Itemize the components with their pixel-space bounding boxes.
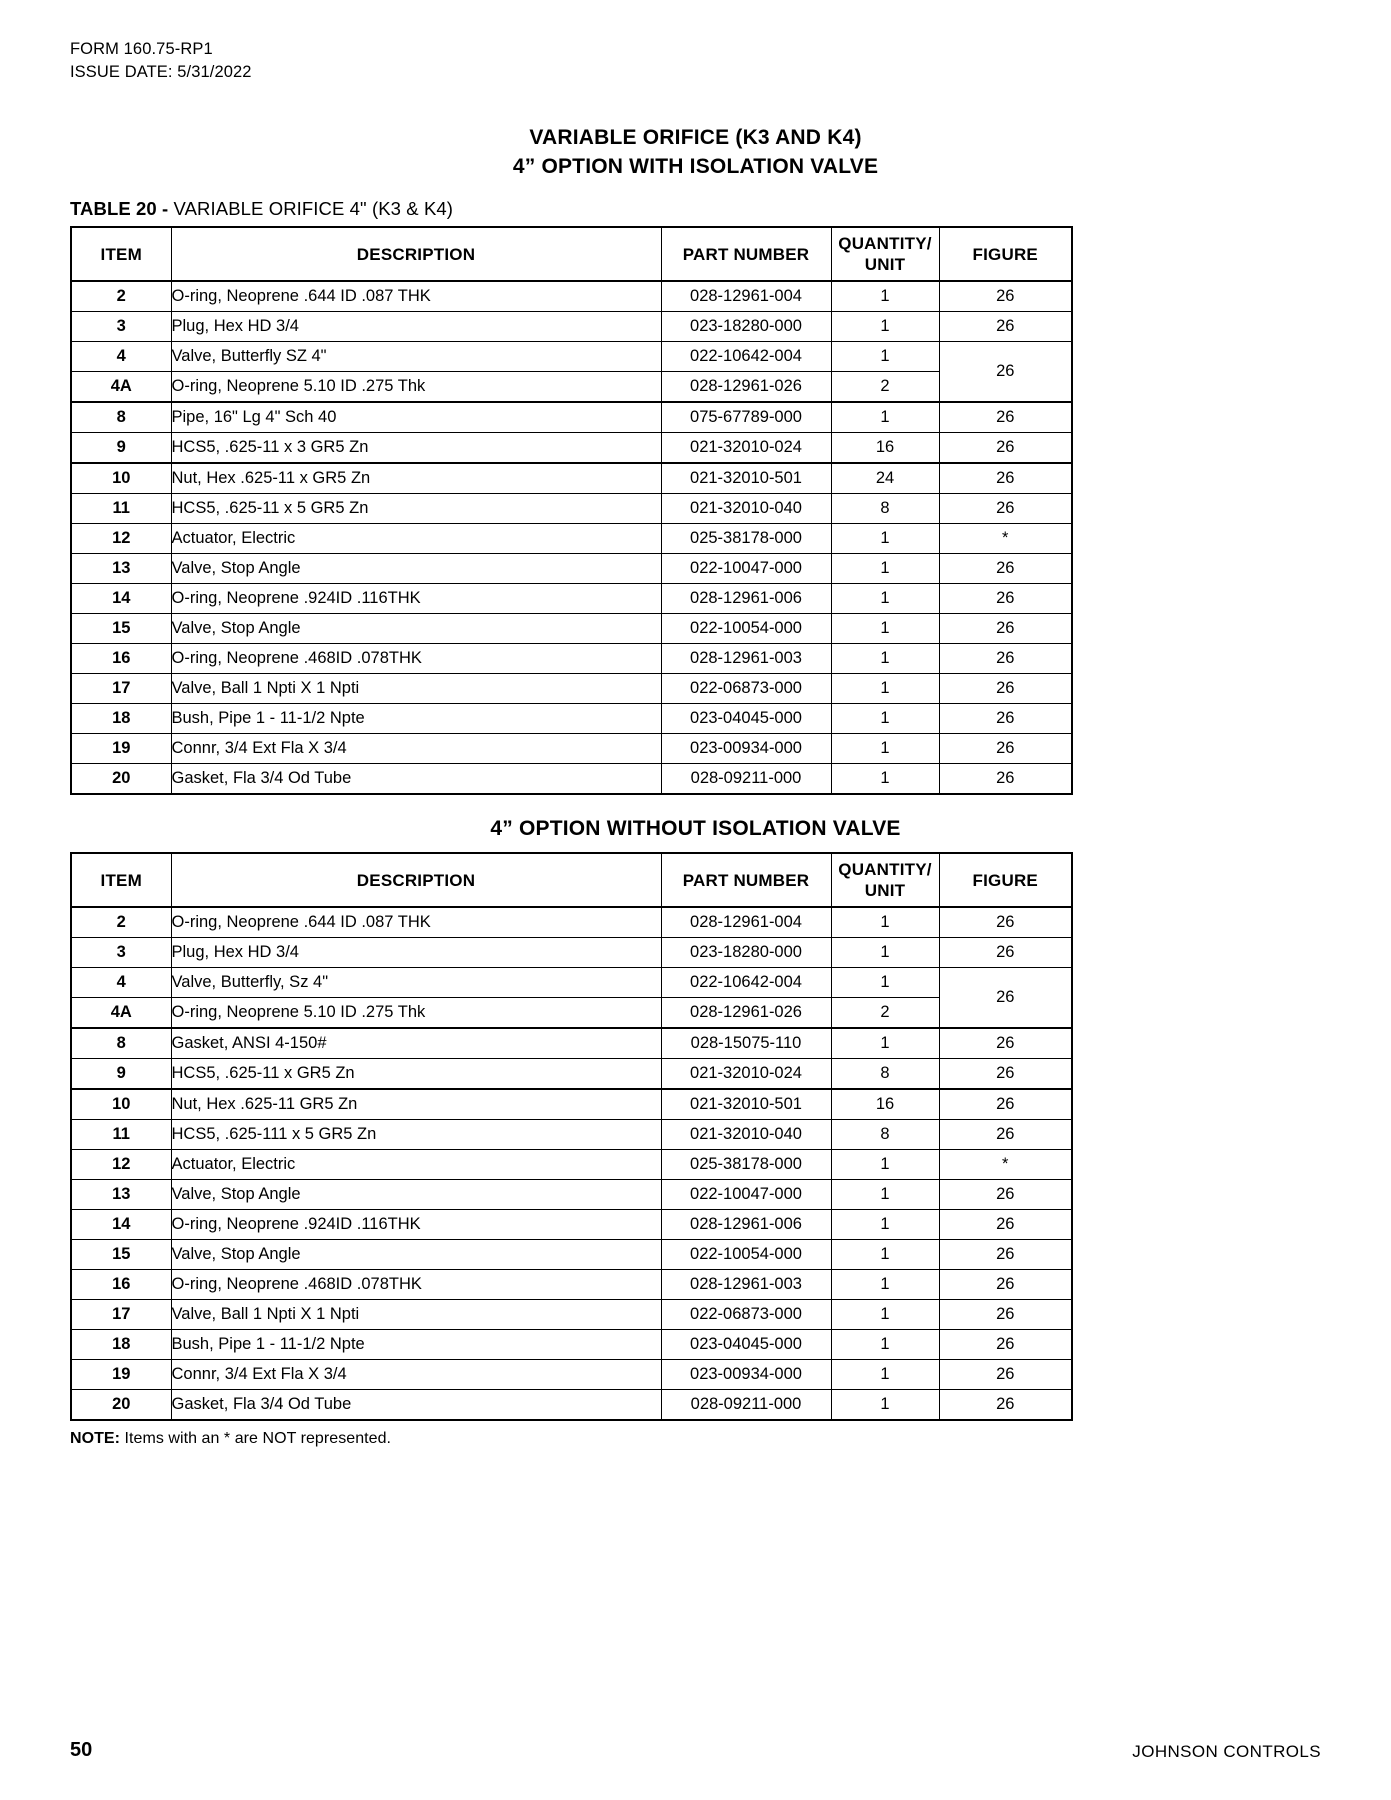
- cell-quantity: 1: [831, 1180, 939, 1210]
- table-row: [71, 614, 1072, 644]
- cell-description: O-ring, Neoprene .644 ID .087 THK: [171, 281, 661, 312]
- cell-figure: *: [939, 524, 1072, 554]
- cell-item: 11: [71, 1120, 171, 1150]
- cell-figure: 26: [939, 463, 1072, 494]
- cell-quantity: 8: [831, 1059, 939, 1090]
- cell-item: 10: [71, 463, 171, 494]
- column-header-part-number: PART NUMBER: [661, 227, 831, 281]
- table-row: [71, 402, 1072, 433]
- cell-description: Plug, Hex HD 3/4: [171, 938, 661, 968]
- cell-figure: 26: [939, 554, 1072, 584]
- cell-part-number: 021-32010-040: [661, 1120, 831, 1150]
- cell-description: Gasket, Fla 3/4 Od Tube: [171, 764, 661, 795]
- table-row: [71, 1150, 1072, 1180]
- cell-part-number: 028-12961-003: [661, 644, 831, 674]
- cell-item: 10: [71, 1089, 171, 1120]
- cell-description: Plug, Hex HD 3/4: [171, 312, 661, 342]
- cell-quantity: 16: [831, 433, 939, 464]
- cell-item: 4: [71, 968, 171, 998]
- cell-description: O-ring, Neoprene .468ID .078THK: [171, 1270, 661, 1300]
- cell-item: 16: [71, 1270, 171, 1300]
- cell-item: 4A: [71, 998, 171, 1029]
- cell-description: Valve, Ball 1 Npti X 1 Npti: [171, 674, 661, 704]
- cell-quantity: 1: [831, 312, 939, 342]
- table-row: [71, 1120, 1072, 1150]
- cell-item: 18: [71, 1330, 171, 1360]
- note-label: NOTE:: [70, 1430, 121, 1448]
- cell-item: 3: [71, 312, 171, 342]
- column-header-figure: FIGURE: [939, 853, 1072, 907]
- cell-part-number: 023-04045-000: [661, 704, 831, 734]
- cell-part-number: 023-00934-000: [661, 734, 831, 764]
- column-header-figure: FIGURE: [939, 227, 1072, 281]
- cell-figure: 26: [939, 584, 1072, 614]
- cell-quantity: 2: [831, 372, 939, 403]
- cell-part-number: 021-32010-024: [661, 1059, 831, 1090]
- cell-quantity: 8: [831, 494, 939, 524]
- table-row: [71, 372, 1072, 403]
- cell-part-number: 028-12961-006: [661, 1210, 831, 1240]
- cell-quantity: 1: [831, 968, 939, 998]
- cell-description: Valve, Butterfly, Sz 4": [171, 968, 661, 998]
- cell-item: 9: [71, 433, 171, 464]
- table-row: [71, 1330, 1072, 1360]
- section-title-without-isolation-valve: 4” OPTION WITHOUT ISOLATION VALVE: [490, 817, 901, 841]
- cell-quantity: 1: [831, 342, 939, 372]
- table-row: [71, 281, 1072, 312]
- cell-item: 12: [71, 1150, 171, 1180]
- column-header-quantity-unit: [831, 227, 939, 281]
- cell-description: Actuator, Electric: [171, 524, 661, 554]
- cell-figure: 26: [939, 1360, 1072, 1390]
- cell-description: Actuator, Electric: [171, 1150, 661, 1180]
- cell-description: Valve, Stop Angle: [171, 554, 661, 584]
- cell-figure: 26: [939, 644, 1072, 674]
- cell-part-number: 028-12961-004: [661, 281, 831, 312]
- table-row: [71, 704, 1072, 734]
- document-header: [70, 38, 1321, 84]
- parts-table-without-isolation-valve: [70, 852, 1073, 1421]
- cell-figure: 26: [939, 1180, 1072, 1210]
- cell-figure: 26: [939, 1240, 1072, 1270]
- cell-item: 4A: [71, 372, 171, 403]
- cell-item: 15: [71, 614, 171, 644]
- cell-description: Bush, Pipe 1 - 11-1/2 Npte: [171, 704, 661, 734]
- cell-part-number: 028-12961-006: [661, 584, 831, 614]
- column-header-quantity-line-1: QUANTITY/: [838, 233, 932, 253]
- table-row: [71, 463, 1072, 494]
- cell-part-number: 022-10054-000: [661, 614, 831, 644]
- cell-part-number: 028-09211-000: [661, 1390, 831, 1421]
- table-row: [71, 938, 1072, 968]
- cell-item: 12: [71, 524, 171, 554]
- table-row: [71, 1390, 1072, 1421]
- cell-quantity: 1: [831, 907, 939, 938]
- cell-item: 11: [71, 494, 171, 524]
- cell-description: O-ring, Neoprene .924ID .116THK: [171, 1210, 661, 1240]
- table-row: [71, 1028, 1072, 1059]
- column-header-quantity-line-2: UNIT: [864, 255, 906, 275]
- cell-quantity: 1: [831, 1240, 939, 1270]
- cell-item: 15: [71, 1240, 171, 1270]
- cell-part-number: 021-32010-501: [661, 463, 831, 494]
- cell-item: 14: [71, 584, 171, 614]
- cell-part-number: 022-10642-004: [661, 342, 831, 372]
- cell-part-number: 028-12961-026: [661, 372, 831, 403]
- cell-description: HCS5, .625-11 x 5 GR5 Zn: [171, 494, 661, 524]
- cell-figure: 26: [939, 494, 1072, 524]
- cell-item: 2: [71, 281, 171, 312]
- form-number: FORM 160.75-RP1: [70, 40, 213, 58]
- column-header-quantity-line-2: UNIT: [864, 881, 906, 901]
- cell-item: 13: [71, 554, 171, 584]
- column-header-description: DESCRIPTION: [171, 853, 661, 907]
- cell-figure: 26: [939, 1089, 1072, 1120]
- cell-quantity: 1: [831, 1210, 939, 1240]
- table-header-row: [71, 227, 1072, 281]
- table-body: [71, 907, 1072, 1420]
- parts-table-with-isolation-valve: [70, 226, 1073, 795]
- cell-quantity: 16: [831, 1089, 939, 1120]
- cell-item: 17: [71, 1300, 171, 1330]
- table-header-row: [71, 853, 1072, 907]
- cell-part-number: 028-15075-110: [661, 1028, 831, 1059]
- cell-description: Valve, Butterfly SZ 4": [171, 342, 661, 372]
- cell-quantity: 1: [831, 764, 939, 795]
- issue-date: ISSUE DATE: 5/31/2022: [70, 62, 252, 81]
- cell-description: O-ring, Neoprene 5.10 ID .275 Thk: [171, 372, 661, 403]
- cell-description: Nut, Hex .625-11 x GR5 Zn: [171, 463, 661, 494]
- cell-quantity: 1: [831, 938, 939, 968]
- cell-figure: 26: [939, 1028, 1072, 1059]
- cell-quantity: 1: [831, 584, 939, 614]
- table-row: [71, 524, 1072, 554]
- table-row: [71, 1089, 1072, 1120]
- table-20-caption: [70, 198, 1321, 220]
- cell-description: Gasket, ANSI 4-150#: [171, 1028, 661, 1059]
- cell-item: 18: [71, 704, 171, 734]
- cell-part-number: 022-10642-004: [661, 968, 831, 998]
- page-title-line-2: 4” OPTION WITH ISOLATION VALVE: [512, 154, 879, 178]
- cell-quantity: 1: [831, 1360, 939, 1390]
- cell-quantity: 1: [831, 524, 939, 554]
- cell-figure: 26: [939, 1120, 1072, 1150]
- cell-quantity: 1: [831, 1390, 939, 1421]
- cell-description: Valve, Stop Angle: [171, 614, 661, 644]
- column-header-item: ITEM: [71, 853, 171, 907]
- cell-figure: 26: [939, 704, 1072, 734]
- cell-part-number: 022-06873-000: [661, 1300, 831, 1330]
- table-row: [71, 644, 1072, 674]
- cell-part-number: 023-04045-000: [661, 1330, 831, 1360]
- column-header-item: ITEM: [71, 227, 171, 281]
- cell-figure: 26: [939, 1300, 1072, 1330]
- cell-item: 19: [71, 1360, 171, 1390]
- cell-figure: 26: [939, 734, 1072, 764]
- table-row: [71, 1210, 1072, 1240]
- cell-quantity: 8: [831, 1120, 939, 1150]
- document-footer: [70, 1739, 1321, 1762]
- cell-figure: 26: [939, 1270, 1072, 1300]
- cell-quantity: 1: [831, 1300, 939, 1330]
- cell-figure: 26: [939, 1390, 1072, 1421]
- table-row: [71, 584, 1072, 614]
- table-row: [71, 1059, 1072, 1090]
- table-row: [71, 998, 1072, 1029]
- column-header-quantity-line-1: QUANTITY/: [838, 859, 932, 879]
- column-header-quantity-unit: [831, 853, 939, 907]
- cell-item: 9: [71, 1059, 171, 1090]
- note-text: Items with an * are NOT represented.: [120, 1430, 392, 1448]
- table-body: [71, 281, 1072, 794]
- table-row: [71, 907, 1072, 938]
- cell-part-number: 028-12961-003: [661, 1270, 831, 1300]
- cell-quantity: 1: [831, 704, 939, 734]
- cell-description: Pipe, 16" Lg 4" Sch 40: [171, 402, 661, 433]
- cell-figure: 26: [939, 1210, 1072, 1240]
- table-row: [71, 312, 1072, 342]
- cell-quantity: 1: [831, 402, 939, 433]
- cell-item: 13: [71, 1180, 171, 1210]
- cell-description: HCS5, .625-111 x 5 GR5 Zn: [171, 1120, 661, 1150]
- cell-figure: 26: [939, 433, 1072, 464]
- cell-description: Bush, Pipe 1 - 11-1/2 Npte: [171, 1330, 661, 1360]
- cell-item: 8: [71, 1028, 171, 1059]
- cell-figure: 26: [939, 907, 1072, 938]
- page-number: 50: [70, 1739, 93, 1761]
- table-row: [71, 764, 1072, 795]
- cell-part-number: 023-18280-000: [661, 312, 831, 342]
- cell-figure: 26: [939, 1330, 1072, 1360]
- cell-quantity: 1: [831, 644, 939, 674]
- cell-description: O-ring, Neoprene .644 ID .087 THK: [171, 907, 661, 938]
- cell-part-number: 021-32010-501: [661, 1089, 831, 1120]
- cell-quantity: 1: [831, 1270, 939, 1300]
- cell-description: HCS5, .625-11 x GR5 Zn: [171, 1059, 661, 1090]
- cell-part-number: 028-12961-004: [661, 907, 831, 938]
- cell-figure: 26: [939, 1059, 1072, 1090]
- cell-description: Gasket, Fla 3/4 Od Tube: [171, 1390, 661, 1421]
- cell-figure: 26: [939, 968, 1072, 1029]
- cell-description: Valve, Ball 1 Npti X 1 Npti: [171, 1300, 661, 1330]
- table-row: [71, 734, 1072, 764]
- page-title: [70, 124, 1321, 182]
- table-row: [71, 1180, 1072, 1210]
- cell-figure: 26: [939, 764, 1072, 795]
- cell-item: 19: [71, 734, 171, 764]
- table-row: [71, 968, 1072, 998]
- cell-part-number: 025-38178-000: [661, 1150, 831, 1180]
- table-row: [71, 1270, 1072, 1300]
- cell-quantity: 2: [831, 998, 939, 1029]
- cell-part-number: 022-10047-000: [661, 1180, 831, 1210]
- cell-item: 20: [71, 1390, 171, 1421]
- table-row: [71, 433, 1072, 464]
- cell-description: O-ring, Neoprene .924ID .116THK: [171, 584, 661, 614]
- cell-part-number: 022-10054-000: [661, 1240, 831, 1270]
- cell-description: Connr, 3/4 Ext Fla X 3/4: [171, 1360, 661, 1390]
- cell-part-number: 022-06873-000: [661, 674, 831, 704]
- cell-figure: 26: [939, 342, 1072, 403]
- note-line: [70, 1430, 1321, 1448]
- cell-item: 14: [71, 1210, 171, 1240]
- table-row: [71, 1240, 1072, 1270]
- cell-description: HCS5, .625-11 x 3 GR5 Zn: [171, 433, 661, 464]
- cell-part-number: 023-00934-000: [661, 1360, 831, 1390]
- cell-figure: 26: [939, 938, 1072, 968]
- cell-quantity: 1: [831, 554, 939, 584]
- column-header-part-number: PART NUMBER: [661, 853, 831, 907]
- cell-item: 16: [71, 644, 171, 674]
- cell-part-number: 075-67789-000: [661, 402, 831, 433]
- cell-quantity: 1: [831, 1330, 939, 1360]
- cell-figure: 26: [939, 402, 1072, 433]
- cell-description: Nut, Hex .625-11 GR5 Zn: [171, 1089, 661, 1120]
- cell-part-number: 021-32010-024: [661, 433, 831, 464]
- cell-description: Valve, Stop Angle: [171, 1240, 661, 1270]
- cell-part-number: 023-18280-000: [661, 938, 831, 968]
- column-header-description: DESCRIPTION: [171, 227, 661, 281]
- cell-description: O-ring, Neoprene .468ID .078THK: [171, 644, 661, 674]
- cell-part-number: 025-38178-000: [661, 524, 831, 554]
- table-row: [71, 1360, 1072, 1390]
- cell-item: 17: [71, 674, 171, 704]
- cell-figure: 26: [939, 674, 1072, 704]
- cell-item: 3: [71, 938, 171, 968]
- cell-figure: *: [939, 1150, 1072, 1180]
- cell-quantity: 1: [831, 281, 939, 312]
- table-row: [71, 674, 1072, 704]
- cell-description: O-ring, Neoprene 5.10 ID .275 Thk: [171, 998, 661, 1029]
- cell-part-number: 028-09211-000: [661, 764, 831, 795]
- cell-figure: 26: [939, 312, 1072, 342]
- cell-quantity: 24: [831, 463, 939, 494]
- cell-quantity: 1: [831, 1028, 939, 1059]
- cell-item: 8: [71, 402, 171, 433]
- cell-part-number: 022-10047-000: [661, 554, 831, 584]
- cell-item: 2: [71, 907, 171, 938]
- cell-part-number: 028-12961-026: [661, 998, 831, 1029]
- cell-item: 4: [71, 342, 171, 372]
- cell-quantity: 1: [831, 1150, 939, 1180]
- cell-part-number: 021-32010-040: [661, 494, 831, 524]
- cell-description: Valve, Stop Angle: [171, 1180, 661, 1210]
- cell-figure: 26: [939, 614, 1072, 644]
- brand-name: JOHNSON CONTROLS: [1132, 1742, 1321, 1761]
- table-20-caption-text: VARIABLE ORIFICE 4" (K3 & K4): [173, 198, 454, 220]
- table-row: [71, 1300, 1072, 1330]
- cell-figure: 26: [939, 281, 1072, 312]
- cell-item: 20: [71, 764, 171, 795]
- cell-quantity: 1: [831, 674, 939, 704]
- table-row: [71, 494, 1072, 524]
- cell-quantity: 1: [831, 734, 939, 764]
- table-row: [71, 554, 1072, 584]
- cell-description: Connr, 3/4 Ext Fla X 3/4: [171, 734, 661, 764]
- page-title-line-1: VARIABLE ORIFICE (K3 AND K4): [529, 125, 862, 149]
- table-row: [71, 342, 1072, 372]
- cell-quantity: 1: [831, 614, 939, 644]
- table-20-caption-label: TABLE 20 -: [70, 198, 174, 220]
